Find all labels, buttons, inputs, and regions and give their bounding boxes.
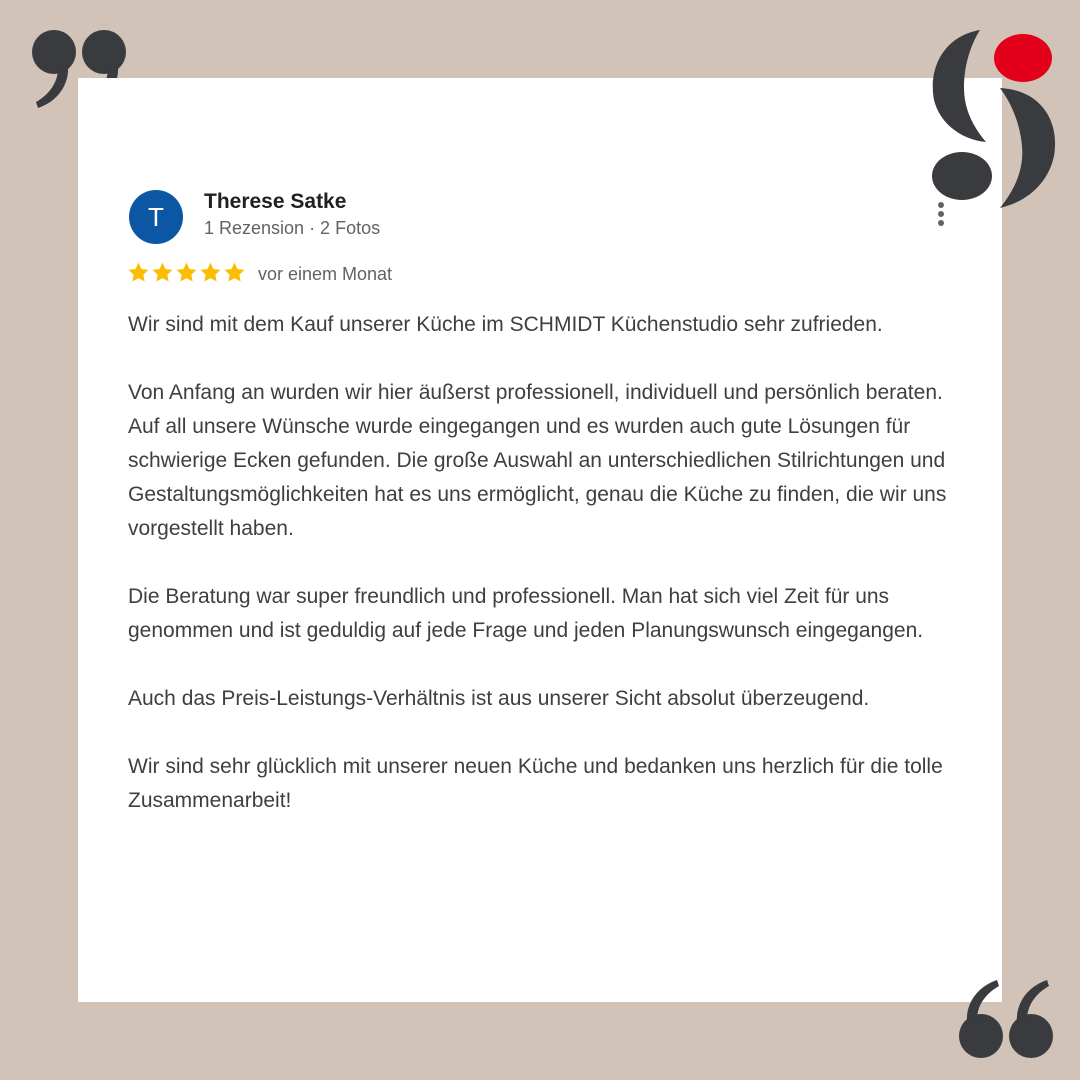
review-text — [128, 308, 978, 818]
star-icon — [175, 261, 198, 284]
author-name[interactable]: Therese Satke — [204, 190, 347, 213]
review-time: vor einem Monat — [258, 264, 393, 284]
quote-close-icon — [955, 978, 1057, 1060]
star-icon — [223, 261, 246, 284]
star-rating — [127, 261, 246, 284]
review-paragraph: Die Beratung war super freundlich und professionell. Man hat sich viel Zeit für uns genommen und ist geduldig auf jede Frage und jeden Planungswunsch eingegangen. — [128, 585, 924, 642]
brand-logo — [928, 28, 1060, 210]
review-paragraph: Von Anfang an wurden wir hier äußerst professionell, individuell und persönlich beraten. Auf all unsere Wünsche wurde eingegangen und es wurden auch gute Lösungen für schwierige Ecken gefunden. Die große Auswahl an unterschiedlichen Stilrichtungen und Gestaltungsmöglichkeiten hat es uns ermöglicht, genau die Küche zu finden, die wir uns vorgestellt haben. — [128, 381, 947, 540]
star-icon — [127, 261, 150, 284]
author-meta: 1 Rezension · 2 Fotos — [204, 218, 381, 238]
review-paragraph: Wir sind sehr glücklich mit unserer neuen Küche und bedanken uns herzlich für die tolle Zusammenarbeit! — [128, 755, 943, 812]
review-paragraph: Wir sind mit dem Kauf unserer Küche im SCHMIDT Küchenstudio sehr zufrieden. — [128, 313, 883, 336]
review-card — [78, 78, 1002, 1002]
avatar[interactable]: T — [129, 190, 183, 244]
review-paragraph: Auch das Preis-Leistungs-Verhältnis ist aus unserer Sicht absolut überzeugend. — [128, 687, 870, 710]
star-icon — [199, 261, 222, 284]
star-icon — [151, 261, 174, 284]
